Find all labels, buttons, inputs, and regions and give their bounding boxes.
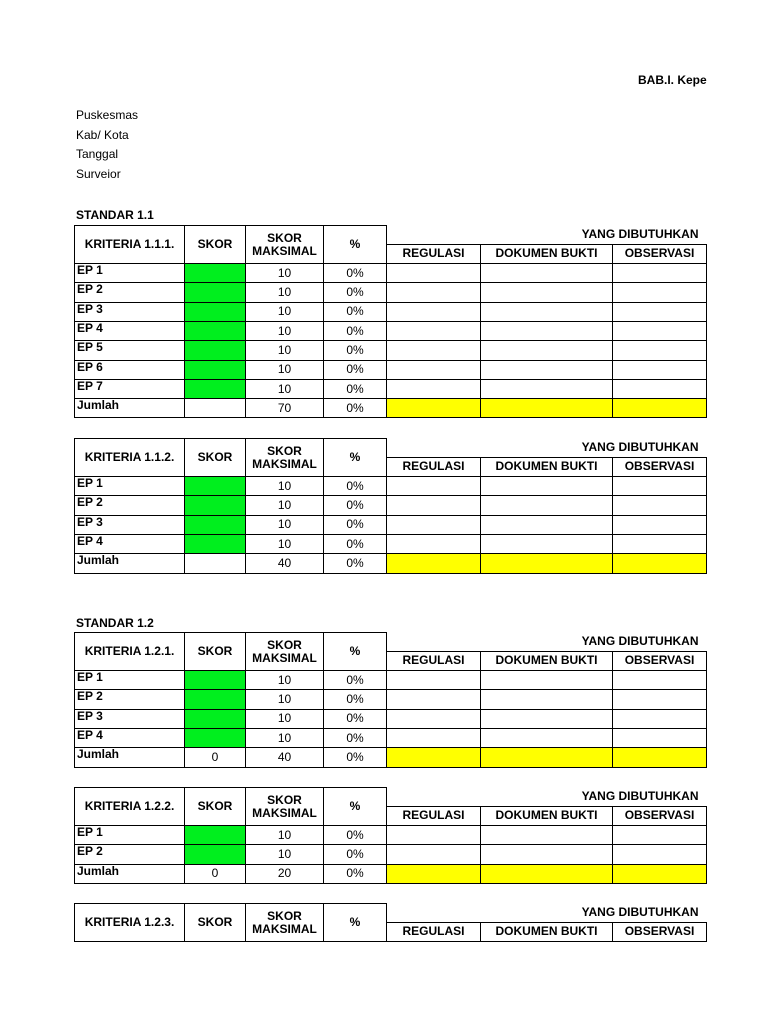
persen-cell: 0% [324, 709, 387, 728]
header-yang-dibutuhkan: YANG DIBUTUHKAN [387, 904, 707, 923]
header-persen: % [324, 439, 387, 477]
regulasi-cell[interactable] [387, 515, 481, 534]
observasi-cell[interactable] [613, 690, 707, 709]
kriteria-name: KRITERIA 1.1.2. [75, 439, 185, 477]
regulasi-cell[interactable] [387, 360, 481, 379]
jumlah-regulasi-cell[interactable] [387, 748, 481, 767]
header-yang-dibutuhkan: YANG DIBUTUHKAN [387, 439, 707, 458]
jumlah-skor-cell: 0 [185, 748, 246, 767]
observasi-cell[interactable] [613, 845, 707, 864]
skor-maksimal-cell: 10 [246, 690, 324, 709]
label-puskesmas: Puskesmas [76, 108, 139, 122]
jumlah-row [75, 748, 707, 767]
regulasi-cell[interactable] [387, 496, 481, 515]
header-yang-dibutuhkan: YANG DIBUTUHKAN [387, 226, 707, 245]
skor-maksimal-cell: 10 [246, 360, 324, 379]
jumlah-maksimal-cell: 70 [246, 399, 324, 418]
jumlah-dokumen-bukti-cell[interactable] [481, 748, 613, 767]
jumlah-skor-cell: 0 [185, 864, 246, 883]
dokumen-bukti-cell[interactable] [481, 534, 613, 553]
skor-cell[interactable] [185, 671, 246, 690]
header-observasi: OBSERVASI [613, 457, 707, 476]
ep-label: EP 3 [75, 515, 185, 534]
skor-maksimal-cell: 10 [246, 341, 324, 360]
header-persen: % [324, 904, 387, 942]
standard-title: STANDAR 1.2 [76, 616, 154, 630]
header-persen: % [324, 788, 387, 826]
jumlah-label: Jumlah [75, 748, 185, 767]
skor-maksimal-cell: 10 [246, 379, 324, 398]
observasi-cell[interactable] [613, 728, 707, 747]
persen-cell: 0% [324, 728, 387, 747]
skor-maksimal-cell: 10 [246, 709, 324, 728]
header-skor-maks-line1: SKOR [267, 908, 302, 923]
dokumen-bukti-cell[interactable] [481, 671, 613, 690]
header-skor-maksimal [246, 633, 324, 671]
jumlah-persen-cell: 0% [324, 864, 387, 883]
header-skor: SKOR [185, 226, 246, 264]
skor-maksimal-cell: 10 [246, 671, 324, 690]
ep-row [75, 321, 707, 340]
observasi-cell[interactable] [613, 264, 707, 283]
skor-maksimal-cell: 10 [246, 321, 324, 340]
skor-maksimal-cell: 10 [246, 728, 324, 747]
header-regulasi: REGULASI [387, 806, 481, 825]
header-skor: SKOR [185, 633, 246, 671]
header-observasi: OBSERVASI [613, 651, 707, 670]
dokumen-bukti-cell[interactable] [481, 302, 613, 321]
kriteria-table [74, 438, 707, 574]
skor-maksimal-cell: 10 [246, 283, 324, 302]
regulasi-cell[interactable] [387, 534, 481, 553]
jumlah-dokumen-bukti-cell[interactable] [481, 399, 613, 418]
kriteria-name: KRITERIA 1.2.1. [75, 633, 185, 671]
skor-cell[interactable] [185, 302, 246, 321]
ep-label: EP 1 [75, 477, 185, 496]
jumlah-row [75, 864, 707, 883]
label-surveior: Surveior [76, 166, 121, 181]
regulasi-cell[interactable] [387, 302, 481, 321]
jumlah-regulasi-cell[interactable] [387, 399, 481, 418]
regulasi-cell[interactable] [387, 341, 481, 360]
skor-cell[interactable] [185, 709, 246, 728]
skor-cell[interactable] [185, 728, 246, 747]
skor-cell[interactable] [185, 826, 246, 845]
ep-row [75, 379, 707, 398]
skor-cell[interactable] [185, 477, 246, 496]
ep-label: EP 5 [75, 341, 185, 360]
ep-label: EP 1 [75, 264, 185, 283]
ep-label: EP 4 [75, 321, 185, 340]
ep-row [75, 302, 707, 321]
regulasi-cell[interactable] [387, 826, 481, 845]
regulasi-cell[interactable] [387, 321, 481, 340]
regulasi-cell[interactable] [387, 845, 481, 864]
header-skor-maks-line2: MAKSIMAL [252, 805, 317, 820]
dokumen-bukti-cell[interactable] [481, 709, 613, 728]
ep-label: EP 2 [75, 845, 185, 864]
observasi-cell[interactable] [613, 321, 707, 340]
dokumen-bukti-cell[interactable] [481, 321, 613, 340]
persen-cell: 0% [324, 264, 387, 283]
regulasi-cell[interactable] [387, 671, 481, 690]
kriteria-name: KRITERIA 1.1.1. [75, 226, 185, 264]
regulasi-cell[interactable] [387, 283, 481, 302]
skor-maksimal-cell: 10 [246, 515, 324, 534]
jumlah-regulasi-cell[interactable] [387, 864, 481, 883]
dokumen-bukti-cell[interactable] [481, 515, 613, 534]
observasi-cell[interactable] [613, 360, 707, 379]
dokumen-bukti-cell[interactable] [481, 264, 613, 283]
ep-label: EP 3 [75, 302, 185, 321]
jumlah-observasi-cell[interactable] [613, 399, 707, 418]
persen-cell: 0% [324, 845, 387, 864]
kriteria-table [74, 225, 707, 418]
skor-maksimal-cell: 10 [246, 534, 324, 553]
header-regulasi: REGULASI [387, 457, 481, 476]
label-kab-kota: Kab/ Kota [76, 127, 129, 142]
jumlah-label: Jumlah [75, 864, 185, 883]
header-skor-maks-line2: MAKSIMAL [252, 456, 317, 471]
persen-cell: 0% [324, 477, 387, 496]
kriteria-table [74, 903, 707, 942]
jumlah-skor-cell [185, 554, 246, 573]
jumlah-persen-cell: 0% [324, 748, 387, 767]
jumlah-dokumen-bukti-cell[interactable] [481, 864, 613, 883]
observasi-cell[interactable] [613, 826, 707, 845]
jumlah-persen-cell: 0% [324, 554, 387, 573]
header-skor-maksimal [246, 439, 324, 477]
persen-cell: 0% [324, 534, 387, 553]
document-title: BAB.I. Kepe [638, 73, 707, 87]
header-dokumen-bukti: DOKUMEN BUKTI [481, 922, 613, 941]
skor-cell[interactable] [185, 283, 246, 302]
ep-row [75, 671, 707, 690]
observasi-cell[interactable] [613, 671, 707, 690]
header-dokumen-bukti: DOKUMEN BUKTI [481, 651, 613, 670]
header-skor-maks-line2: MAKSIMAL [252, 243, 317, 258]
header-observasi: OBSERVASI [613, 806, 707, 825]
header-skor-maksimal [246, 904, 324, 942]
jumlah-observasi-cell[interactable] [613, 864, 707, 883]
dokumen-bukti-cell[interactable] [481, 496, 613, 515]
persen-cell: 0% [324, 496, 387, 515]
header-persen: % [324, 226, 387, 264]
header-dokumen-bukti: DOKUMEN BUKTI [481, 806, 613, 825]
header-skor-maks-line1: SKOR [267, 230, 302, 245]
persen-cell: 0% [324, 671, 387, 690]
ep-row [75, 360, 707, 379]
skor-maksimal-cell: 10 [246, 845, 324, 864]
skor-cell[interactable] [185, 360, 246, 379]
dokumen-bukti-cell[interactable] [481, 283, 613, 302]
observasi-cell[interactable] [613, 341, 707, 360]
skor-maksimal-cell: 10 [246, 826, 324, 845]
skor-cell[interactable] [185, 496, 246, 515]
ep-row [75, 283, 707, 302]
header-skor: SKOR [185, 904, 246, 942]
header-dokumen-bukti: DOKUMEN BUKTI [481, 244, 613, 263]
kriteria-table [74, 787, 707, 884]
header-regulasi: REGULASI [387, 244, 481, 263]
header-skor-maksimal [246, 788, 324, 826]
dokumen-bukti-cell[interactable] [481, 379, 613, 398]
dokumen-bukti-cell[interactable] [481, 845, 613, 864]
observasi-cell[interactable] [613, 283, 707, 302]
skor-cell[interactable] [185, 341, 246, 360]
regulasi-cell[interactable] [387, 709, 481, 728]
header-regulasi: REGULASI [387, 651, 481, 670]
header-skor: SKOR [185, 788, 246, 826]
persen-cell: 0% [324, 283, 387, 302]
persen-cell: 0% [324, 690, 387, 709]
kriteria-table [74, 632, 707, 768]
skor-cell[interactable] [185, 321, 246, 340]
header-skor: SKOR [185, 439, 246, 477]
ep-label: EP 4 [75, 534, 185, 553]
header-skor-maks-line1: SKOR [267, 637, 302, 652]
observasi-cell[interactable] [613, 302, 707, 321]
ep-row [75, 496, 707, 515]
skor-cell[interactable] [185, 690, 246, 709]
persen-cell: 0% [324, 826, 387, 845]
regulasi-cell[interactable] [387, 264, 481, 283]
header-observasi: OBSERVASI [613, 244, 707, 263]
persen-cell: 0% [324, 341, 387, 360]
dokumen-bukti-cell[interactable] [481, 360, 613, 379]
observasi-cell[interactable] [613, 709, 707, 728]
regulasi-cell[interactable] [387, 690, 481, 709]
header-skor-maks-line2: MAKSIMAL [252, 921, 317, 936]
standard-title: STANDAR 1.1 [76, 208, 154, 222]
skor-cell[interactable] [185, 534, 246, 553]
regulasi-cell[interactable] [387, 477, 481, 496]
header-skor-maks-line2: MAKSIMAL [252, 650, 317, 665]
observasi-cell[interactable] [613, 477, 707, 496]
header-persen: % [324, 633, 387, 671]
skor-maksimal-cell: 10 [246, 264, 324, 283]
ep-row [75, 515, 707, 534]
ep-label: EP 2 [75, 690, 185, 709]
jumlah-maksimal-cell: 20 [246, 864, 324, 883]
header-skor-maks-line1: SKOR [267, 443, 302, 458]
regulasi-cell[interactable] [387, 728, 481, 747]
jumlah-observasi-cell[interactable] [613, 554, 707, 573]
persen-cell: 0% [324, 360, 387, 379]
persen-cell: 0% [324, 302, 387, 321]
skor-cell[interactable] [185, 264, 246, 283]
jumlah-regulasi-cell[interactable] [387, 554, 481, 573]
observasi-cell[interactable] [613, 515, 707, 534]
ep-row [75, 264, 707, 283]
persen-cell: 0% [324, 379, 387, 398]
kriteria-name: KRITERIA 1.2.3. [75, 904, 185, 942]
skor-maksimal-cell: 10 [246, 302, 324, 321]
jumlah-label: Jumlah [75, 554, 185, 573]
header-yang-dibutuhkan: YANG DIBUTUHKAN [387, 788, 707, 807]
skor-cell[interactable] [185, 379, 246, 398]
dokumen-bukti-cell[interactable] [481, 477, 613, 496]
jumlah-dokumen-bukti-cell[interactable] [481, 554, 613, 573]
ep-row [75, 477, 707, 496]
persen-cell: 0% [324, 321, 387, 340]
jumlah-observasi-cell[interactable] [613, 748, 707, 767]
ep-label: EP 7 [75, 379, 185, 398]
header-dokumen-bukti: DOKUMEN BUKTI [481, 457, 613, 476]
regulasi-cell[interactable] [387, 379, 481, 398]
jumlah-row [75, 554, 707, 573]
jumlah-skor-cell [185, 399, 246, 418]
kriteria-name: KRITERIA 1.2.2. [75, 788, 185, 826]
skor-maksimal-cell: 10 [246, 477, 324, 496]
dokumen-bukti-cell[interactable] [481, 728, 613, 747]
ep-label: EP 3 [75, 709, 185, 728]
header-skor-maks-line1: SKOR [267, 792, 302, 807]
ep-label: EP 2 [75, 496, 185, 515]
dokumen-bukti-cell[interactable] [481, 341, 613, 360]
jumlah-row [75, 399, 707, 418]
ep-label: EP 2 [75, 283, 185, 302]
label-tanggal: Tanggal [76, 147, 119, 161]
skor-cell[interactable] [185, 515, 246, 534]
ep-row [75, 534, 707, 553]
ep-row [75, 845, 707, 864]
observasi-cell[interactable] [613, 496, 707, 515]
ep-row [75, 709, 707, 728]
ep-row [75, 690, 707, 709]
ep-label: EP 1 [75, 826, 185, 845]
dokumen-bukti-cell[interactable] [481, 826, 613, 845]
ep-label: EP 6 [75, 360, 185, 379]
header-regulasi: REGULASI [387, 922, 481, 941]
jumlah-persen-cell: 0% [324, 399, 387, 418]
observasi-cell[interactable] [613, 534, 707, 553]
ep-row [75, 826, 707, 845]
dokumen-bukti-cell[interactable] [481, 690, 613, 709]
header-yang-dibutuhkan: YANG DIBUTUHKAN [387, 633, 707, 652]
header-observasi: OBSERVASI [613, 922, 707, 941]
persen-cell: 0% [324, 515, 387, 534]
ep-row [75, 728, 707, 747]
jumlah-label: Jumlah [75, 399, 185, 418]
skor-cell[interactable] [185, 845, 246, 864]
ep-label: EP 4 [75, 728, 185, 747]
meta-labels [76, 106, 138, 184]
skor-maksimal-cell: 10 [246, 496, 324, 515]
jumlah-maksimal-cell: 40 [246, 554, 324, 573]
header-skor-maksimal [246, 226, 324, 264]
jumlah-maksimal-cell: 40 [246, 748, 324, 767]
observasi-cell[interactable] [613, 379, 707, 398]
ep-row [75, 341, 707, 360]
ep-label: EP 1 [75, 671, 185, 690]
